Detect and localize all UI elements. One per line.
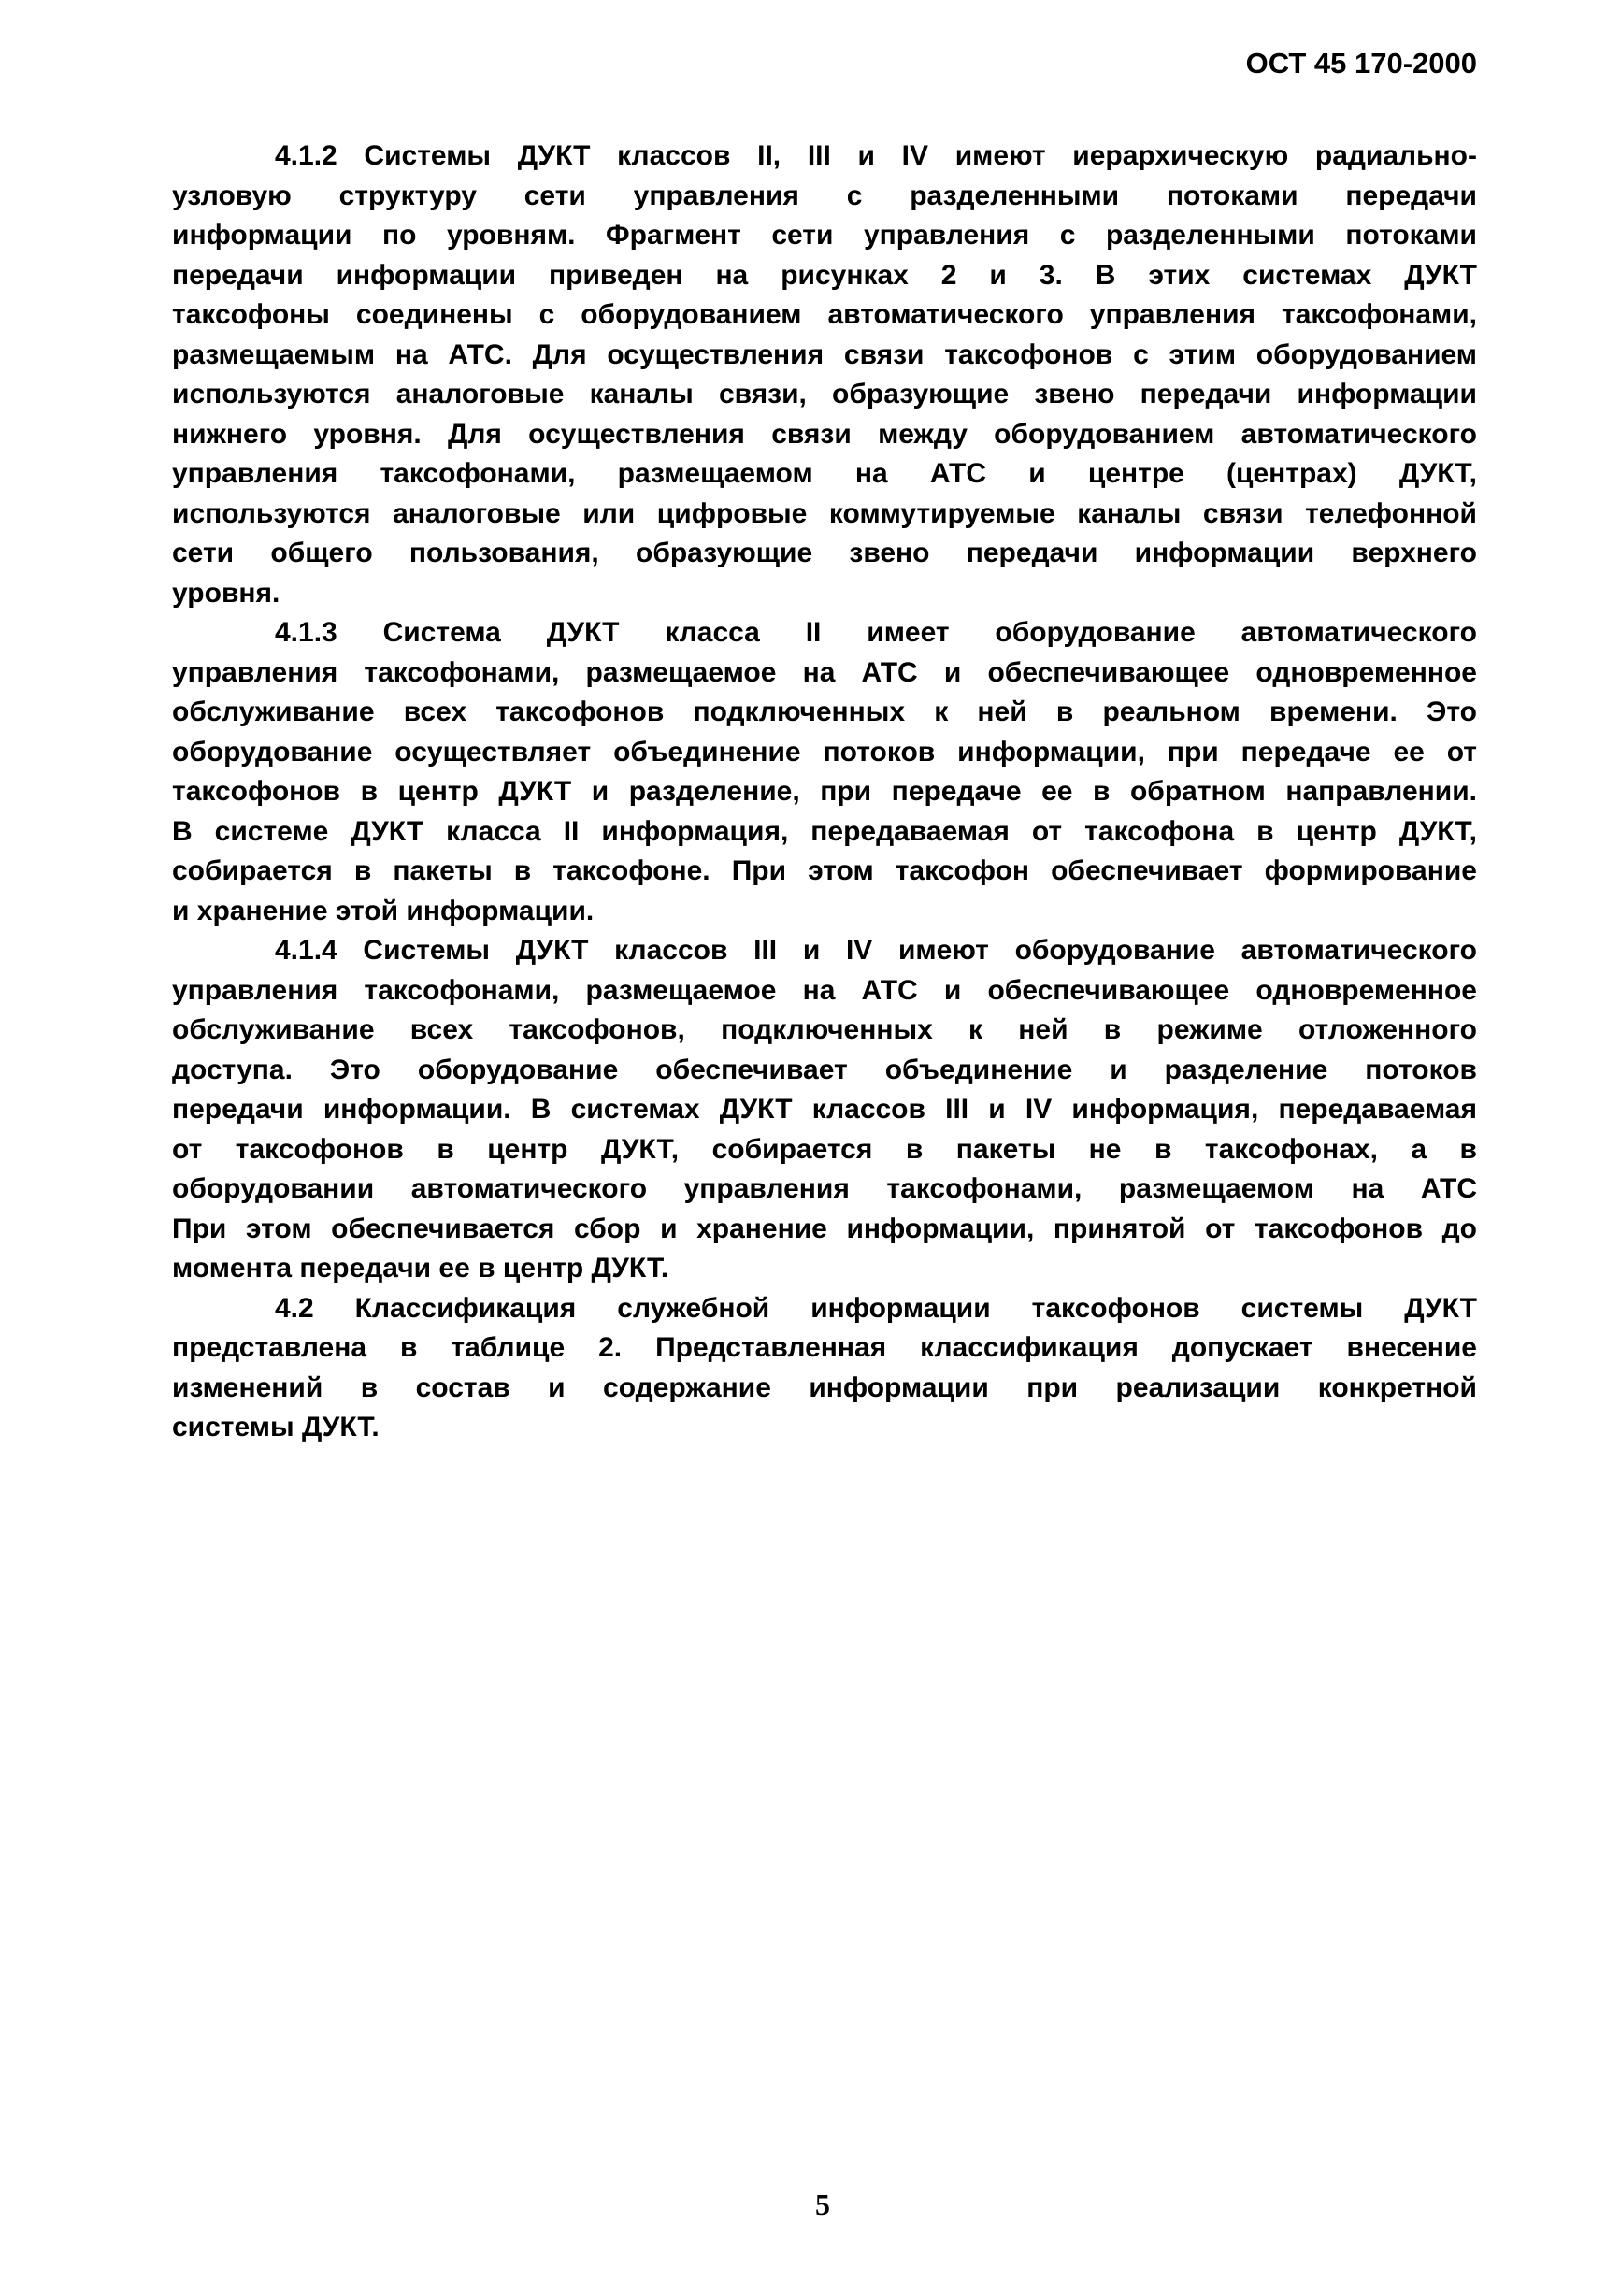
page-number: 5 bbox=[815, 2188, 830, 2221]
text-line: оборудовании автоматического управления таксофонами, размещаемом на АТС bbox=[172, 1173, 1477, 1204]
text-line: сети общего пользования, образующие звено передачи информации верхнего bbox=[172, 538, 1477, 568]
text-line: информации по уровням. Фрагмент сети управления с разделенными потоками bbox=[172, 220, 1477, 251]
paragraph bbox=[172, 613, 1477, 931]
text-line: передачи информации. В системах ДУКТ классов III и IV информация, передаваемая bbox=[172, 1094, 1477, 1125]
text-line: момента передачи ее в центр ДУКТ. bbox=[172, 1253, 669, 1284]
text-line: таксофоны соединены с оборудованием автоматического управления таксофонами, bbox=[172, 299, 1477, 330]
text-line: размещаемым на АТС. Для осуществления связи таксофонов с этим оборудованием bbox=[172, 338, 1477, 370]
text-line: обслуживание всех таксофонов, подключенных к ней в режиме отложенного bbox=[172, 1014, 1477, 1045]
text-line: 4.1.4 Системы ДУКТ классов III и IV имеют оборудование автоматического bbox=[275, 935, 1477, 966]
text-line: При этом обеспечивается сбор и хранение информации, принятой от таксофонов до bbox=[172, 1213, 1477, 1244]
paragraph bbox=[172, 1289, 1477, 1448]
text-line: передачи информации приведен на рисунках 2 и 3. В этих системах ДУКТ bbox=[172, 259, 1477, 291]
text-line: управления таксофонами, размещаемое на АТС и обеспечивающее одновременное bbox=[172, 656, 1477, 688]
document-body bbox=[172, 136, 1477, 1448]
paragraph bbox=[172, 931, 1477, 1289]
text-line: 4.1.3 Система ДУКТ класса II имеет оборудование автоматического bbox=[275, 617, 1477, 648]
text-line: и хранение этой информации. bbox=[172, 895, 595, 926]
text-line: представлена в таблице 2. Представленная классификация допускает внесение bbox=[172, 1332, 1477, 1363]
text-line: собирается в пакеты в таксофоне. При этом таксофон обеспечивает формирование bbox=[172, 855, 1477, 886]
text-line: нижнего уровня. Для осуществления связи между оборудованием автоматического bbox=[172, 418, 1477, 450]
text-line: доступа. Это оборудование обеспечивает объединение и разделение потоков bbox=[172, 1054, 1477, 1085]
text-line: таксофонов в центр ДУКТ и разделение, при передаче ее в обратном направлении. bbox=[172, 776, 1477, 807]
text-line: используются аналоговые или цифровые коммутируемые каналы связи телефонной bbox=[172, 497, 1477, 529]
text-line: обслуживание всех таксофонов подключенных к ней в реальном времени. Это bbox=[172, 696, 1477, 727]
text-line: узловую структуру сети управления с разделенными потоками передачи bbox=[172, 179, 1477, 211]
text-line: уровня. bbox=[172, 577, 280, 609]
text-line: 4.2 Классификация служебной информации таксофонов системы ДУКТ bbox=[275, 1292, 1477, 1324]
text-line: изменений в состав и содержание информации при реализации конкретной bbox=[172, 1371, 1477, 1403]
text-line: В системе ДУКТ класса II информация, передаваемая от таксофона в центр ДУКТ, bbox=[172, 815, 1477, 847]
document-code: ОСТ 45 170-2000 bbox=[1245, 47, 1477, 79]
text-line: используются аналоговые каналы связи, образующие звено передачи информации bbox=[172, 379, 1477, 409]
text-line: 4.1.2 Системы ДУКТ классов II, III и IV имеют иерархическую радиально- bbox=[275, 140, 1477, 171]
text-line: оборудование осуществляет объединение потоков информации, при передаче ее от bbox=[172, 736, 1477, 768]
text-line: от таксофонов в центр ДУКТ, собирается в пакеты не в таксофонах, а в bbox=[172, 1133, 1477, 1165]
text-line: управления таксофонами, размещаемое на АТС и обеспечивающее одновременное bbox=[172, 974, 1477, 1006]
paragraph bbox=[172, 136, 1477, 613]
text-line: управления таксофонами, размещаемом на АТС и центре (центрах) ДУКТ, bbox=[172, 458, 1477, 489]
text-line: системы ДУКТ. bbox=[172, 1412, 380, 1442]
